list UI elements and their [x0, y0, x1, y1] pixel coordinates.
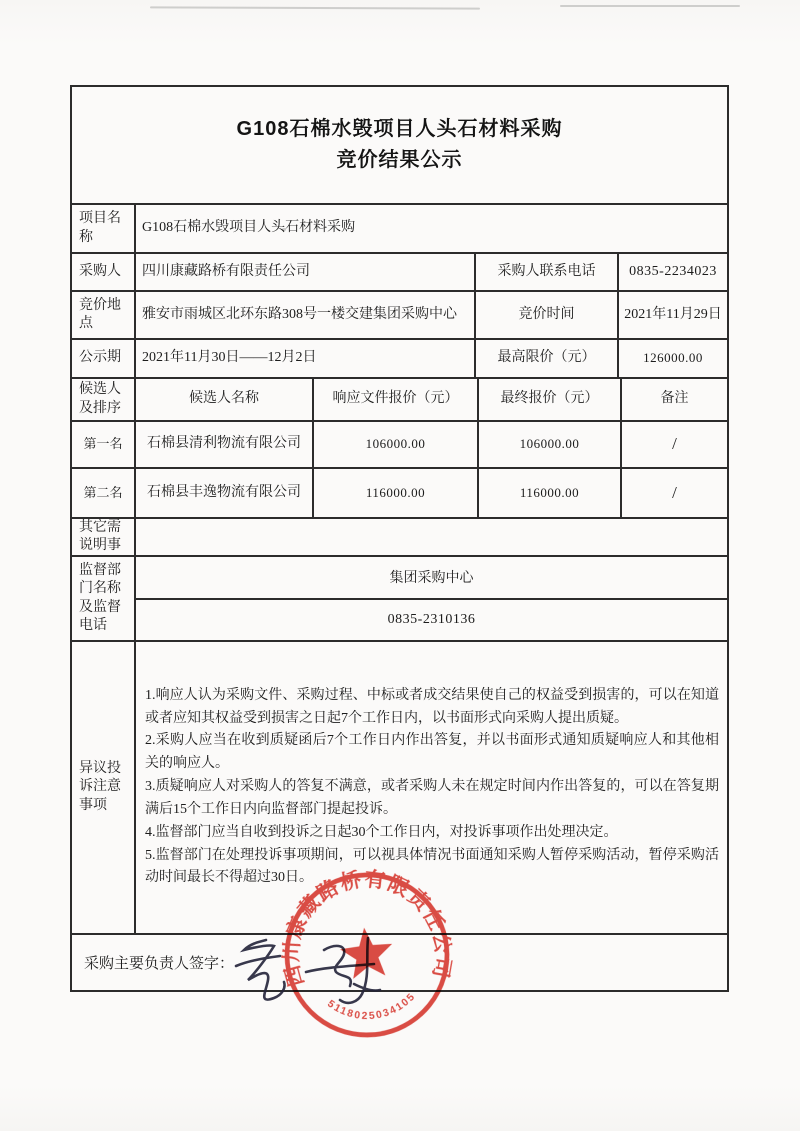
- candidate2-remark: /: [620, 469, 727, 517]
- candidate2-doc-price: 116000.00: [312, 469, 477, 517]
- purchaser-phone-label: 采购人联系电话: [474, 254, 617, 290]
- project-name-value: G108石棉水毁项目人头石材料采购: [134, 205, 727, 252]
- bidding-time-value: 2021年11月29日: [617, 292, 727, 338]
- objection-item-3: 3.质疑响应人对采购人的答复不满意，或者采购人未在规定时间内作出答复的，可以在答复期满后15个工作日内向监督部门提起投诉。: [145, 779, 719, 817]
- candidates-header-doc-price: 响应文件报价（元）: [312, 379, 477, 420]
- procurement-result-table: [70, 85, 729, 992]
- supervision-content: [134, 557, 727, 640]
- candidate1-final-price: 106000.00: [477, 422, 620, 467]
- supervision-label: 监督部门名称及监督电话: [79, 563, 121, 633]
- document-title-block: [72, 87, 727, 203]
- seal-company-text: 四川康藏路桥有限责任公司: [279, 867, 455, 989]
- candidates-header-remark: 备注: [620, 379, 727, 420]
- max-price-value: 126000.00: [617, 340, 727, 377]
- objection-item-1: 1.响应人认为采购文件、采购过程、中标或者成交结果使自己的权益受到损害的，可以在知道或者应知其权益受到损害之日起7个工作日内，以书面形式向采购人提出质疑。: [145, 687, 719, 726]
- publicity-period-label: 公示期: [79, 350, 121, 366]
- candidate-row-1: [72, 420, 727, 467]
- candidates-header-row: [72, 377, 727, 420]
- candidate1-name: 石棉县清利物流有限公司: [134, 422, 312, 467]
- objection-content: [134, 642, 727, 933]
- document-title-line2: 竞价结果公示: [336, 149, 463, 171]
- other-notes-value: [134, 519, 727, 555]
- candidates-header-name: 候选人名称: [134, 379, 312, 420]
- objection-item-4: 4.监督部门应当自收到投诉之日起30个工作日内，对投诉事项作出处理决定。: [145, 824, 618, 840]
- project-name-label: 项目名称: [79, 211, 121, 245]
- candidates-header-rank: 候选人及排序: [79, 382, 121, 416]
- candidate2-final-price: 116000.00: [477, 469, 620, 517]
- candidates-header-final-price: 最终报价（元）: [477, 379, 620, 420]
- bidding-time-label: 竞价时间: [474, 292, 617, 338]
- supervision-department: 集团采购中心: [389, 571, 474, 587]
- objection-row: [72, 640, 727, 933]
- publicity-period-row: [72, 338, 727, 377]
- supervision-phone: 0835-2310136: [136, 598, 727, 641]
- purchaser-value: 四川康藏路桥有限责任公司: [134, 254, 474, 290]
- objection-label: 异议投诉注意事项: [79, 761, 121, 813]
- purchaser-label: 采购人: [79, 263, 121, 279]
- candidate1-doc-price: 106000.00: [312, 422, 477, 467]
- document-title-line1: G108石棉水毁项目人头石材料采购: [236, 118, 563, 140]
- project-name-row: [72, 203, 727, 252]
- other-notes-row: [72, 517, 727, 555]
- objection-item-5: 5.监督部门在处理投诉事项期间，可以视具体情况书面通知采购人暂停采购活动，暂停采购活动时间最长不得超过30日。: [145, 847, 719, 886]
- other-notes-label: 其它需说明事: [79, 519, 121, 553]
- supervision-row: [72, 555, 727, 640]
- purchaser-phone-value: 0835-2234023: [617, 254, 727, 290]
- candidate2-name: 石棉县丰逸物流有限公司: [134, 469, 312, 517]
- purchaser-row: [72, 252, 727, 290]
- signature-label: 采购主要负责人签字：: [84, 956, 235, 972]
- bidding-place-value: 雅安市雨城区北环东路308号一楼交建集团采购中心: [134, 292, 474, 338]
- objection-item-2: 2.采购人应当在收到质疑函后7个工作日内作出答复，并以书面形式通知质疑响应人和其他相关的响应人。: [145, 733, 719, 772]
- scan-artifact-line: [150, 6, 480, 9]
- candidate1-rank: 第一名: [83, 436, 123, 452]
- signature-row: [72, 933, 727, 990]
- candidate2-rank: 第二名: [83, 484, 123, 500]
- candidate1-remark: /: [620, 422, 727, 467]
- publicity-period-value: 2021年11月30日——12月2日: [134, 340, 474, 377]
- max-price-label: 最高限价（元）: [474, 340, 617, 377]
- candidate-row-2: [72, 467, 727, 517]
- bidding-place-row: [72, 290, 727, 338]
- seal-number-text: 5118025034105: [325, 990, 419, 1023]
- bidding-place-label: 竞价地点: [79, 297, 121, 331]
- scan-artifact-line: [560, 5, 740, 7]
